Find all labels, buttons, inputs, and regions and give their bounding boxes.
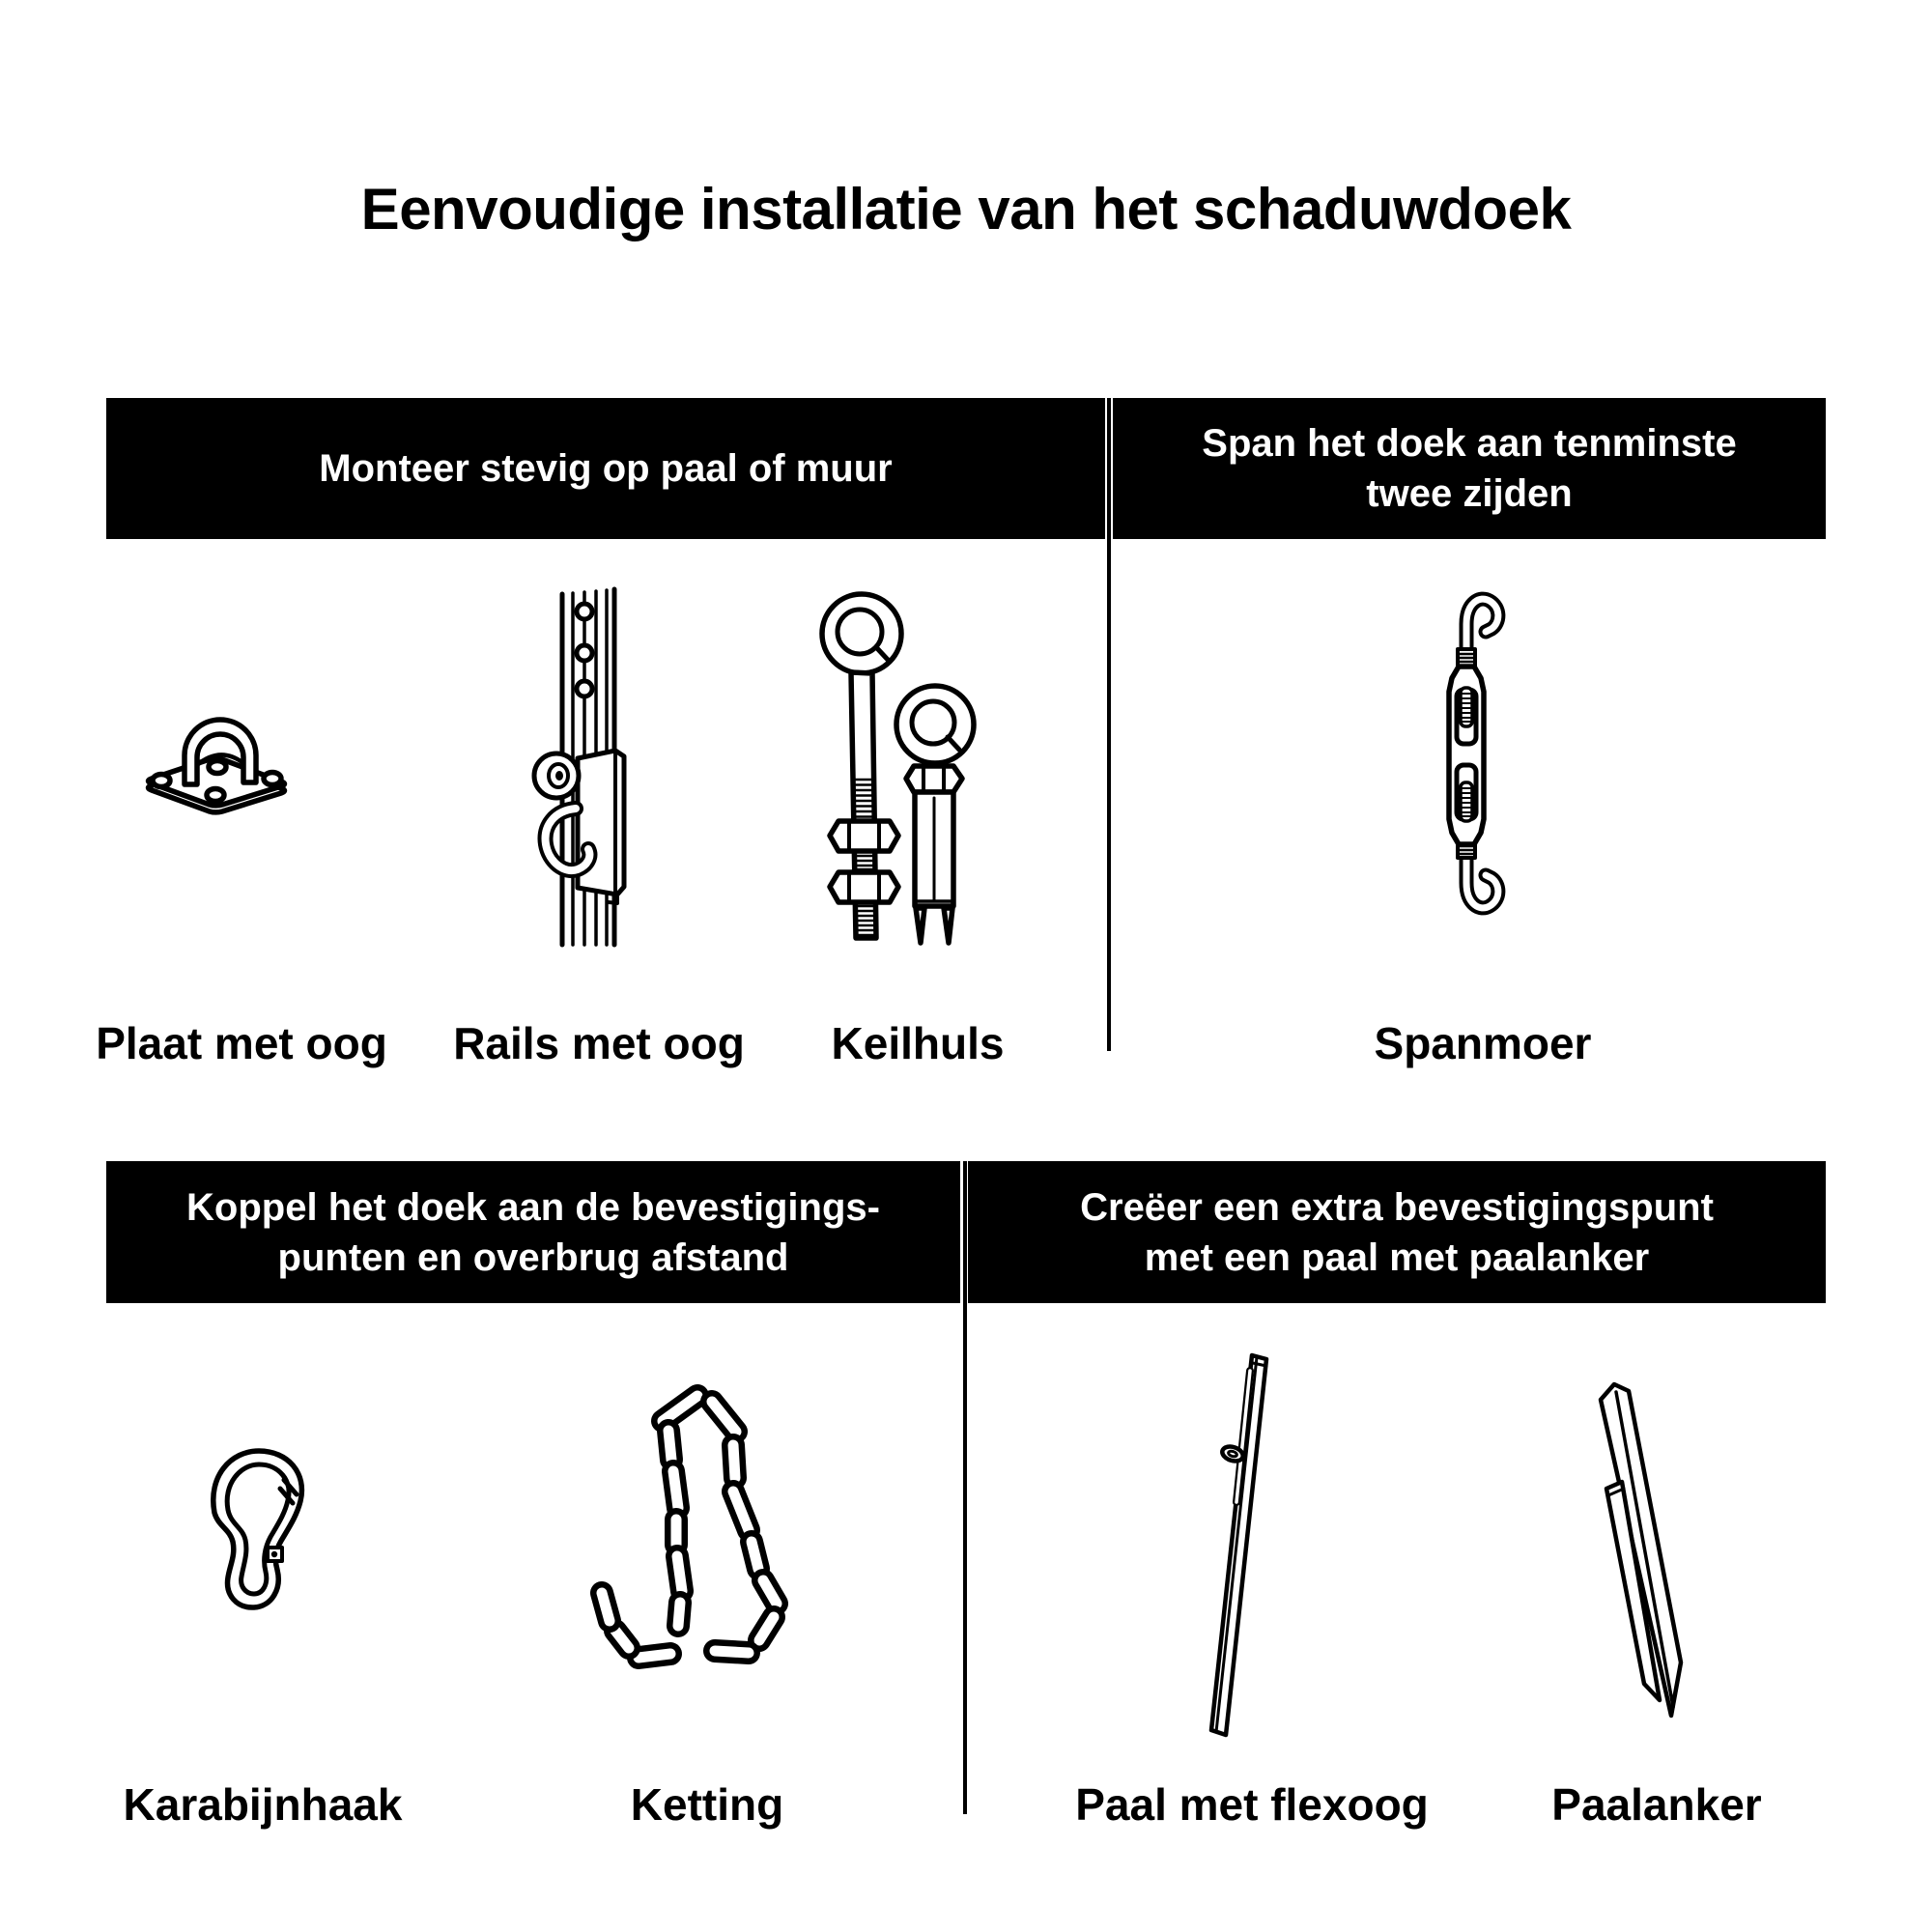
- section-header-text: Monteer stevig op paal of muur: [319, 447, 893, 490]
- section-header-text: Koppel het doek aan de bevestigings-: [186, 1185, 880, 1229]
- item-label-plaat-met-oog: Plaat met oog: [96, 1018, 387, 1068]
- section-header-text: twee zijden: [1366, 472, 1573, 515]
- pole-with-flex-eye-icon: [1193, 1348, 1290, 1739]
- ground-anchor-icon: [1589, 1372, 1695, 1719]
- item-label-keilhuls: Keilhuls: [831, 1018, 1005, 1068]
- section-header-koppel: [106, 1161, 960, 1303]
- section-header-text: met een paal met paalanker: [1144, 1236, 1650, 1279]
- section-header-text: Span het doek aan tenminste: [1202, 422, 1737, 465]
- section-header-text: punten en overbrug afstand: [277, 1236, 789, 1279]
- divider-top-row: [1107, 398, 1111, 1051]
- carabiner-icon: [198, 1439, 324, 1623]
- section-header-monteer: [106, 398, 1105, 539]
- item-label-ketting: Ketting: [630, 1779, 784, 1830]
- item-label-paalanker: Paalanker: [1551, 1779, 1762, 1830]
- section-header-text: Creëer een extra bevestigingspunt: [1080, 1185, 1714, 1229]
- divider-bottom-row: [963, 1161, 967, 1814]
- section-header-span: [1113, 398, 1826, 539]
- turnbuckle-icon: [1408, 580, 1563, 927]
- item-label-rails-met-oog: Rails met oog: [453, 1018, 745, 1068]
- rail-with-eye-icon: [522, 565, 734, 952]
- item-label-spanmoer: Spanmoer: [1374, 1018, 1592, 1068]
- page-title: Eenvoudige installatie van het schaduwdoek: [360, 177, 1572, 242]
- section-header-creeer: [968, 1161, 1826, 1303]
- item-label-paal-met-flexoog: Paal met flexoog: [1075, 1779, 1429, 1830]
- chain-icon: [578, 1377, 814, 1686]
- item-label-karabijnhaak: Karabijnhaak: [123, 1779, 403, 1830]
- wedge-anchor-icon: [807, 580, 990, 956]
- pad-eye-plate-icon: [140, 715, 295, 816]
